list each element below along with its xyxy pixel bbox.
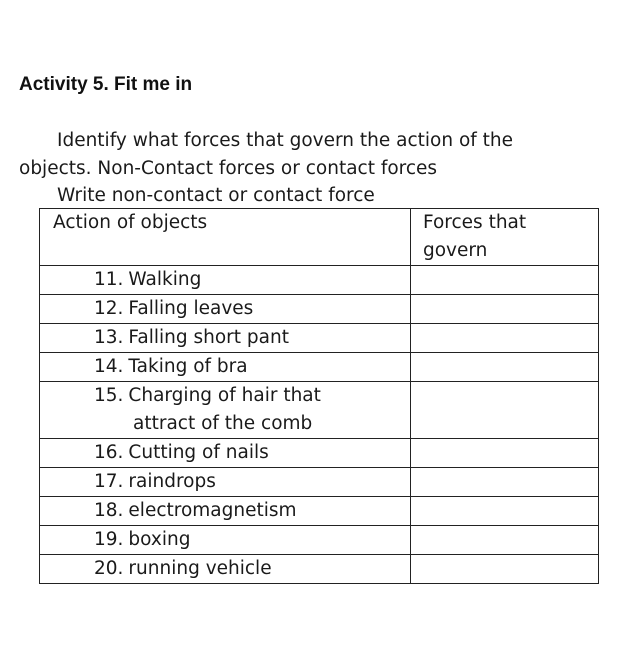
header-action-of-objects [40,209,411,266]
table-row [40,353,599,382]
answer-cell[interactable] [411,468,599,497]
instruction-line-3: Write non-contact or contact force [57,185,375,206]
table-row [40,439,599,468]
action-cell [40,353,411,382]
instruction-line-2: objects. Non-Contact forces or contact forces [19,158,438,179]
action-cell [40,295,411,324]
table-row [40,324,599,353]
item-text: running vehicle [128,558,272,579]
item-number: 12. [94,298,124,319]
table-row [40,382,599,439]
action-cell [40,266,411,295]
action-cell [40,526,411,555]
item-number: 18. [94,500,124,521]
table-row [40,295,599,324]
header-action-label: Action of objects [53,212,208,233]
worksheet-table [39,208,599,584]
action-cell [40,324,411,353]
item-text-continued: attract of the comb [133,413,313,434]
item-number: 15. [94,385,124,406]
action-cell [40,439,411,468]
item-number: 19. [94,529,124,550]
answer-cell[interactable] [411,497,599,526]
item-text: raindrops [128,471,216,492]
action-cell [40,555,411,584]
answer-cell[interactable] [411,295,599,324]
item-text: Taking of bra [128,356,248,377]
item-number: 11. [94,269,124,290]
answer-cell[interactable] [411,526,599,555]
header-forces-that-govern [411,209,599,266]
header-forces-line-2: govern [423,240,488,261]
item-text: Falling leaves [128,298,254,319]
item-text: boxing [128,529,191,550]
item-text: Walking [128,269,202,290]
table-row [40,468,599,497]
item-text: Charging of hair that [128,385,321,406]
table-row [40,497,599,526]
item-number: 17. [94,471,124,492]
item-number: 14. [94,356,124,377]
header-forces-line-1: Forces that [423,212,527,233]
item-text: Falling short pant [128,327,289,348]
answer-cell[interactable] [411,353,599,382]
item-number: 13. [94,327,124,348]
answer-cell[interactable] [411,439,599,468]
action-cell [40,382,411,439]
table-row [40,555,599,584]
answer-cell[interactable] [411,324,599,353]
table-row [40,266,599,295]
answer-cell[interactable] [411,382,599,439]
item-number: 16. [94,442,124,463]
answer-cell[interactable] [411,266,599,295]
action-cell [40,497,411,526]
table-header-row [40,209,599,266]
item-number: 20. [94,558,124,579]
activity-title: Activity 5. Fit me in [19,74,193,95]
answer-cell[interactable] [411,555,599,584]
action-cell [40,468,411,497]
item-text: Cutting of nails [128,442,269,463]
instruction-line-1: Identify what forces that govern the action of the [57,130,514,151]
table-row [40,526,599,555]
item-text: electromagnetism [128,500,297,521]
